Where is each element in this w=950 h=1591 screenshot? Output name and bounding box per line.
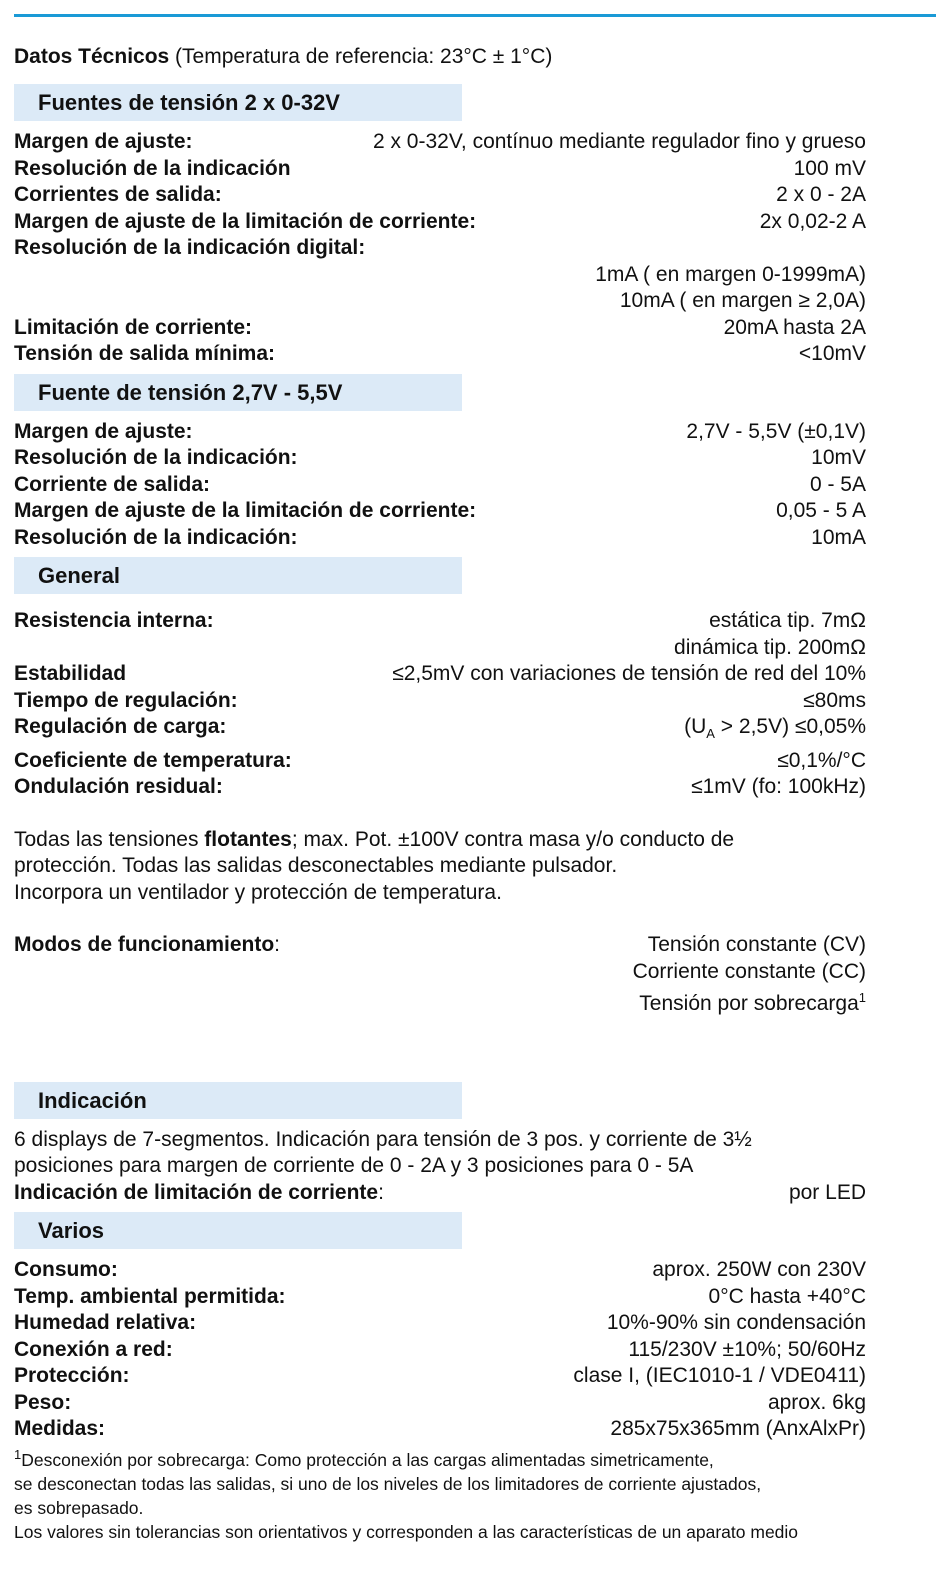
spec-row — [14, 209, 866, 236]
spec-label: Coeficiente de temperatura: — [14, 748, 292, 772]
spec-label: Corrientes de salida: — [14, 183, 222, 206]
spec-label: Protección: — [14, 1364, 130, 1388]
spec-label: Ondulación residual: — [14, 775, 223, 799]
spec-value: ≤1mV (fo: 100kHz) — [691, 775, 866, 799]
spec-row — [14, 235, 866, 262]
spec-row — [14, 774, 866, 801]
spec-value: ≤80ms — [803, 688, 866, 712]
spec-value: 115/230V ±10%; 50/60Hz — [628, 1337, 866, 1361]
section-heading-fuentes: Fuentes de tensión 2 x 0-32V — [14, 84, 462, 121]
spec-value: 10%-90% sin condensación — [606, 1311, 866, 1335]
section-heading-varios: Varios — [14, 1212, 462, 1249]
spec-row — [14, 714, 866, 748]
spec-value: 2 x 0 - 2A — [776, 183, 866, 206]
floating-note: Todas las tensiones flotantes; max. Pot. ±100V contra masa y/o conducto de protección. Todas las salidas desconectables mediante pulsador. Incorpora un ventilador y protección de temperatura. — [14, 827, 735, 904]
page-title: Datos Técnicos (Temperatura de referencia: 23°C ± 1°C) — [14, 45, 553, 68]
spec-row — [14, 419, 866, 446]
spec-row — [14, 498, 866, 525]
spec-label: Consumo: — [14, 1258, 118, 1282]
spec-row — [14, 748, 866, 775]
spec-row — [14, 445, 866, 472]
spec-label: Resolución de la indicación: — [14, 525, 298, 549]
spec-label: Modos de funcionamiento: — [14, 933, 281, 957]
spec-row — [14, 1337, 866, 1364]
spec-label: Margen de ajuste: — [14, 130, 193, 153]
value-continuation: Corriente constante (CC) — [632, 959, 866, 983]
spec-row — [14, 661, 866, 688]
spec-value: $(U_A > 2,5V) \le 0,05\%$ — [684, 715, 866, 742]
spec-label: Resolución de la indicación — [14, 156, 291, 180]
spec-label: Humedad relativa: — [14, 1311, 197, 1335]
section-heading-general: General — [14, 557, 462, 594]
spec-value: Tensión constante (CV) — [647, 933, 866, 957]
spec-label: Resistencia interna: — [14, 609, 214, 632]
spec-label: Temp. ambiental permitida: — [14, 1284, 286, 1308]
spec-value: aprox. 250W con 230V — [652, 1258, 866, 1282]
spec-row — [14, 1416, 866, 1443]
spec-label: Tensión de salida mínima: — [14, 342, 276, 365]
spec-label: Margen de ajuste de la limitación de corriente: — [14, 209, 477, 233]
footnote: $^1$Desconexión por sobrecarga: Como protección a las cargas alimentadas simetricamente, se desconectan todas las salidas, si uno de los niveles de los limitadores de corriente ajustados, es sobrepasado. Los valores sin tolerancias son orientativos y corresponden a las características de un aparato medio — [14, 1446, 799, 1542]
spec-row — [14, 688, 866, 715]
spec-value: ≤2,5mV con variaciones de tensión de red del 10% — [392, 662, 866, 685]
spec-label: Corriente de salida: — [14, 472, 211, 496]
spec-value: 2x 0,02-2 A — [759, 209, 866, 233]
spec-row — [14, 315, 866, 342]
spec-label: Margen de ajuste de la limitación de corriente: — [14, 499, 477, 522]
spec-sheet — [14, 44, 866, 1544]
spec-value: clase I, (IEC1010-1 / VDE0411) — [573, 1364, 866, 1388]
spec-row — [14, 1284, 866, 1311]
spec-label: Medidas: — [14, 1417, 106, 1441]
spec-label: Limitación de corriente: — [14, 315, 253, 339]
spec-label: Estabilidad — [14, 662, 127, 685]
value-continuation: 1mA ( en margen 0-1999mA) — [595, 262, 866, 286]
spec-value: 100 mV — [793, 156, 866, 180]
spec-row — [14, 129, 866, 156]
spec-row — [14, 472, 866, 499]
spec-row — [14, 1180, 866, 1207]
spec-value: 10mV — [811, 446, 866, 469]
spec-label: Conexión a red: — [14, 1337, 173, 1361]
spec-value: estática tip. 7mΩ — [709, 609, 866, 632]
value-continuation: Tensión por sobrecarga$^1$ — [639, 990, 866, 1016]
spec-value: 285x75x365mm (AnxAlxPr) — [610, 1417, 866, 1441]
spec-value: 20mA hasta 2A — [723, 315, 866, 339]
spec-value: 10mA — [811, 525, 866, 549]
spec-label: Peso: — [14, 1390, 72, 1414]
spec-label: Regulación de carga: — [14, 715, 227, 738]
spec-value: 0 - 5A — [809, 472, 866, 496]
spec-row — [14, 608, 866, 635]
spec-row — [14, 1363, 866, 1390]
spec-row — [14, 341, 866, 368]
spec-row — [14, 525, 866, 552]
spec-value: ≤0,1%/°C — [777, 748, 866, 772]
spec-value: 2 x 0-32V, contínuo mediante regulador fino y grueso — [372, 130, 866, 153]
indicacion-text: 6 displays de 7-segmentos. Indicación para tensión de 3 pos. y corriente de 3½ posiciones para margen de corriente de 0 - 2A y 3 posiciones para 0 - 5A — [14, 1127, 752, 1178]
top-rule — [14, 14, 936, 17]
value-continuation: 10mA ( en margen ≥ 2,0A) — [619, 289, 866, 312]
spec-value: por LED — [788, 1180, 866, 1204]
spec-label: Indicación de limitación de corriente: — [14, 1180, 384, 1204]
spec-label: Margen de ajuste: — [14, 419, 193, 443]
spec-row — [14, 1390, 866, 1417]
section-heading-fuente: Fuente de tensión 2,7V - 5,5V — [14, 374, 462, 411]
spec-value: 0,05 - 5 A — [776, 499, 866, 522]
value-continuation: dinámica tip. 200mΩ — [674, 635, 866, 659]
spec-label: Resolución de la indicación digital: — [14, 236, 366, 259]
spec-row — [14, 156, 866, 183]
spec-row — [14, 1257, 866, 1284]
spec-value: aprox. 6kg — [767, 1390, 866, 1414]
spec-row — [14, 1310, 866, 1337]
spec-label: Resolución de la indicación: — [14, 446, 298, 469]
spec-value: <10mV — [798, 342, 866, 365]
spec-label: Tiempo de regulación: — [14, 688, 238, 712]
section-heading-indicacion: Indicación — [14, 1082, 462, 1119]
spec-row — [14, 932, 866, 959]
spec-value: 2,7V - 5,5V (±0,1V) — [686, 419, 866, 443]
spec-row — [14, 182, 866, 209]
spec-value: 0°C hasta +40°C — [708, 1284, 866, 1308]
